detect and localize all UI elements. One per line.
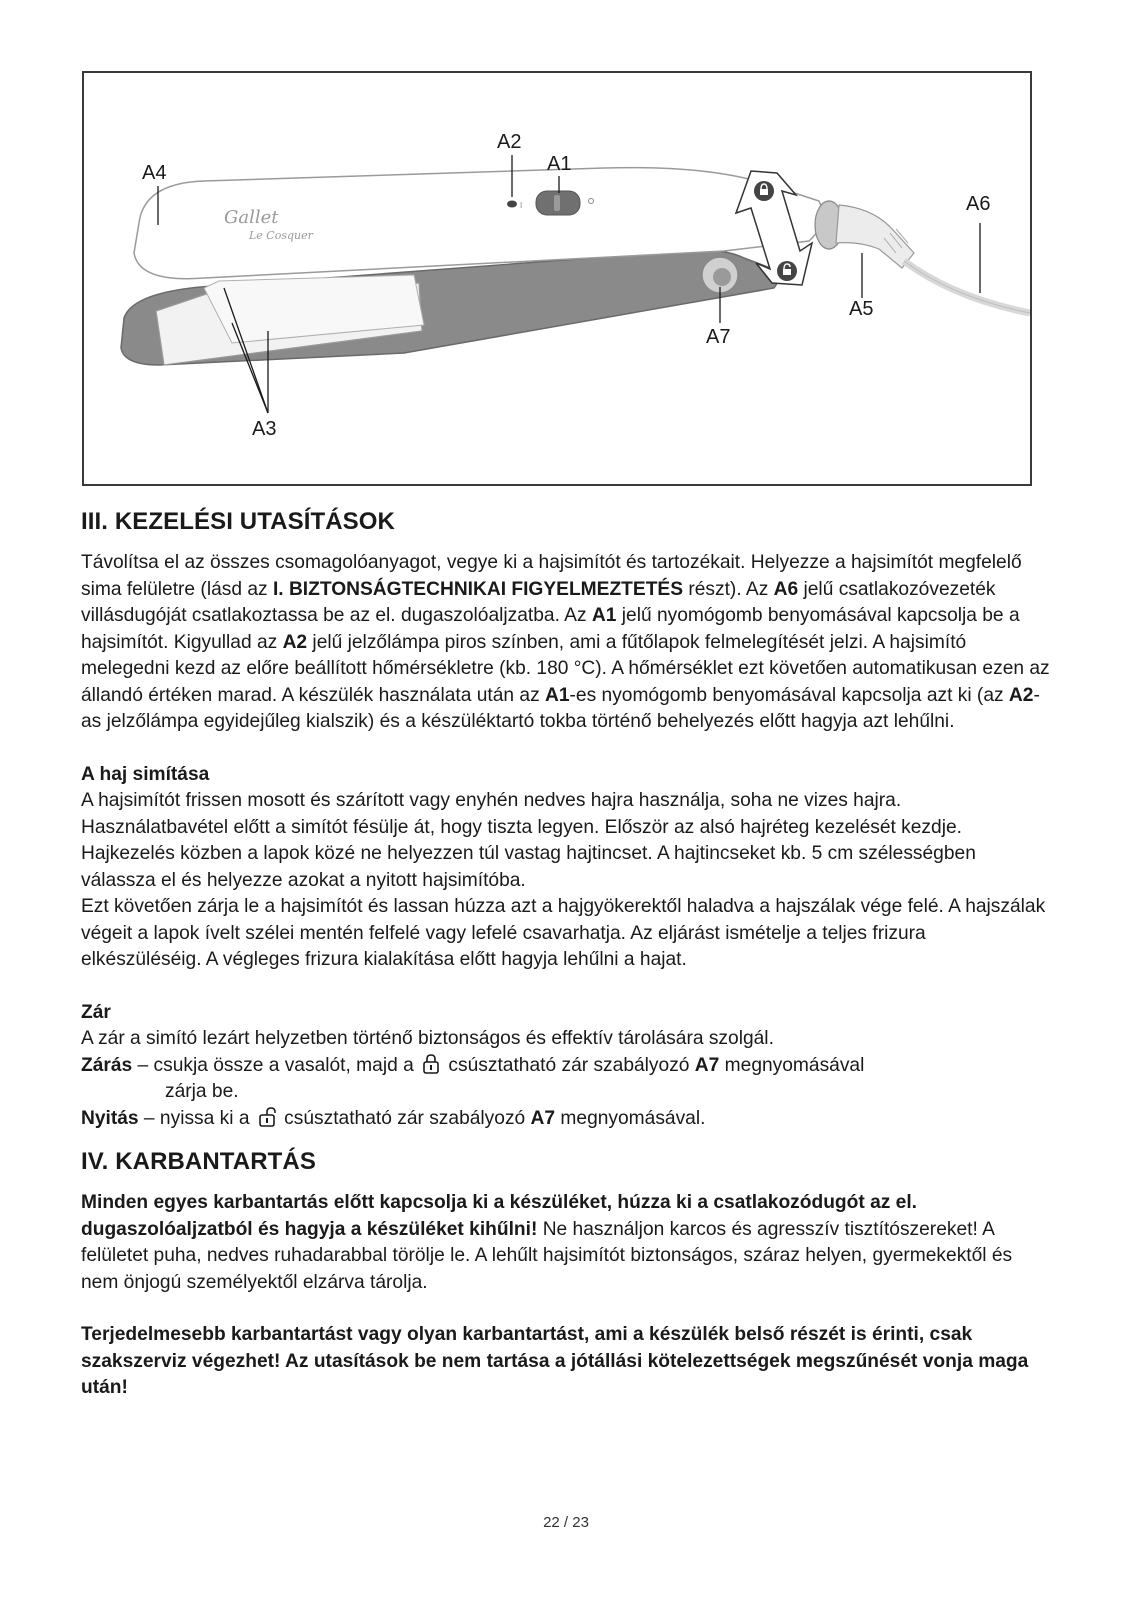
label-a1: A1 [547,153,572,175]
section3-intro: Távolítsa el az összes csomagolóanyagot, vegye ki a hajsimítót és tartozékait. Helyezze a hajsimítót megfelelő sima felületre (lásd az I. BIZTONSÁGTECHNIKAI FIGYELMEZTETÉS részt). Az A6 jelű csatlakozóvezeték villásdugóját csatlakoztassa be az el. dugaszolóaljzatba. Az A1 jelű nyomógomb benyomásával kapcsolja be a hajsimítót. Kigyullad az A2 jelű jelzőlámpa piros színben, ami a fűtőlapok felmelegítését jelzi. A hajsimító melegedni kezd az előre beállított hőmérsékletre (kb. 180 °C). A hőmérséklet ezt követően automatikusan ezen az állandó értéken marad. A készülék használata után az A1-es nyomógomb benyomásával kapcsolja azt ki (az A2-as jelzőlámpa egyidejűleg kialszik) és a készüléktartó tokba történő behelyezés előtt hagyja azt lehűlni. [81,552,1050,732]
lock-open-instruction: Nyitás – nyissa ki a csúsztatható zár szabályozó A7 megnyomásával. [81,1107,706,1129]
label-a4: A4 [142,162,167,184]
lock-close-instruction: Zárás – csukja össze a vasalót, majd a csúsztatható zár szabályozó A7 megnyomásával [81,1054,865,1076]
page-number: 22 / 23 [543,1514,589,1531]
maintenance-text-1: Minden egyes karbantartás előtt kapcsolja ki a készüléket, húzza ki a csatlakozódugót az el. dugaszolóaljzatból és hagyja a készüléket kihűlni! Ne használjon karcos és agresszív tisztítószereket! A felületet puha, nedves ruhadarabbal törölje le. A lehűlt hajsimítót biztonságos, száraz helyen, gyermekektől és nem önjogú személyektől elzárva tárolja. [81,1192,1013,1293]
maintenance-text-2: Terjedelmesebb karbantartást vagy olyan karbantartást, ami a készülék belső részét is érinti, csak szakszerviz végezhet! Az utasítások be nem tartása a jótállási kötelezettségek megszűnését vonja maga után! [81,1324,1029,1398]
label-a3: A3 [252,418,277,440]
closed-lock-icon [421,1053,441,1075]
product-diagram [82,71,1032,486]
manual-text [81,508,1051,1402]
label-a5: A5 [849,298,874,320]
section4-heading: IV. KARBANTARTÁS [81,1148,316,1175]
brand-logo-sub: Le Cosquer [249,229,313,242]
open-lock-icon [257,1106,277,1128]
label-a2: A2 [497,131,522,153]
lock-close-instruction-cont: zárja be. [165,1081,239,1102]
svg-text:I: I [520,201,523,210]
cord [904,261,1030,313]
smoothing-text-2: Ezt követően zárja le a hajsimítót és lassan húzza azt a hajgyökerektől haladva a hajszálak vége felé. A hajszálak végeit a lapok ívelt szélei mentén felfelé vagy lefelé csavarhatja. Az eljárást ismételje a teljes frizura elkészüléséig. A végleges frizura kialakítása előtt hagyja lehűlni a hajat. [81,896,1046,970]
lock-text: A zár a simító lezárt helyzetben történő biztonságos és effektív tárolására szolgál. [81,1028,774,1049]
lock-title: Zár [81,1001,111,1023]
hair-straightener-illustration [84,73,1030,484]
brand-logo: Gallet [224,207,279,228]
indicator-light [507,201,517,208]
smoothing-text-1: A hajsimítót frissen mosott és szárított vagy enyhén nedves hajra használja, soha ne vizes hajra. Használatbavétel előtt a simítót fésülje át, hogy tiszta legyen. Először az alsó hajréteg kezelését kezdje. Hajkezelés közben a lapok közé ne helyezzen túl vastag hajtincset. A hajtincseket kb. 5 cm szélességben válassza el és helyezze azokat a nyitott hajsimítóba. [81,790,976,891]
label-a7: A7 [706,326,731,348]
section3-heading: III. KEZELÉSI UTASÍTÁSOK [81,508,395,535]
label-a6: A6 [966,193,991,215]
smoothing-title: A haj simítása [81,763,210,785]
